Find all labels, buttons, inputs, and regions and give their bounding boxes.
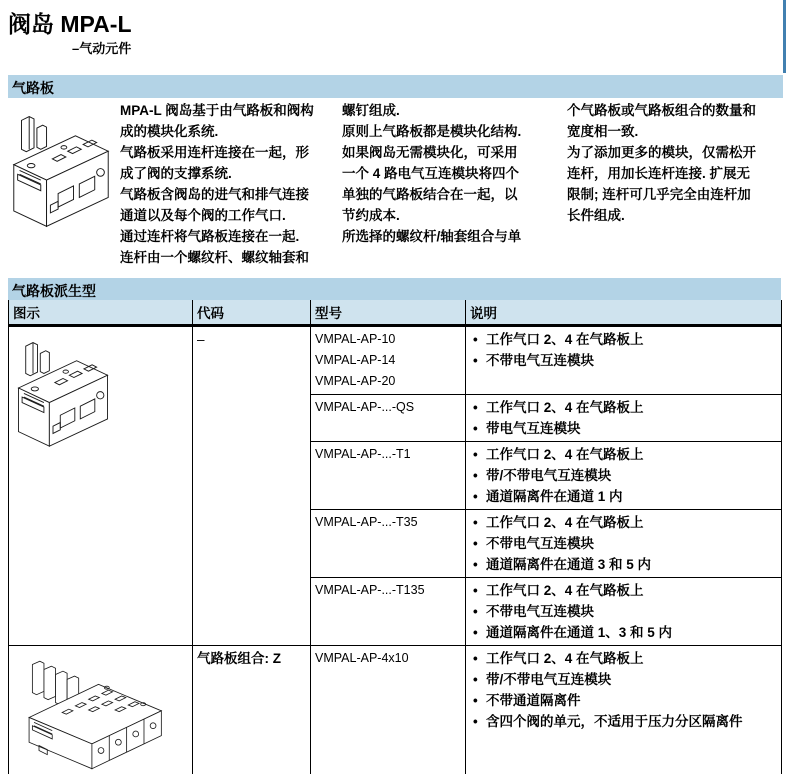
page-subtitle: –气动元件 (72, 41, 132, 56)
table-header-row (9, 300, 782, 326)
description-bullet: • 带/不带电气互连模块 (470, 669, 777, 690)
intro-text-line: 通过连杆将气路板连接在一起. (120, 229, 300, 244)
section-header-manifold: 气路板 (8, 75, 783, 98)
model-cell (311, 646, 466, 774)
model-number: VMPAL-AP-10 (315, 332, 396, 346)
intro-text-line: 气路板采用连杆连接在一起，形 (120, 145, 309, 160)
model-number: VMPAL-AP-14 (315, 353, 396, 367)
model-cell (311, 510, 466, 578)
description-bullet: • 工作气口 2、4 在气路板上 (470, 444, 777, 465)
description-bullet: • 不带电气互连模块 (470, 533, 777, 554)
description-bullet: • 通道隔离件在通道 3 和 5 内 (470, 554, 777, 575)
intro-column-1 (120, 100, 342, 268)
model-cell (311, 442, 466, 510)
manifold-isometric-drawing (13, 329, 113, 457)
model-number: VMPAL-AP-4x10 (315, 651, 409, 665)
code-cell: 气路板组合: Z (193, 646, 311, 774)
page-title: 阀岛 MPA-L (8, 11, 132, 37)
description-cell (466, 442, 782, 510)
description-bullet: • 带/不带电气互连模块 (470, 465, 777, 486)
description-bullet: • 工作气口 2、4 在气路板上 (470, 648, 777, 669)
intro-text-line: 成了阀的支撑系统. (120, 166, 232, 181)
intro-text-line: 限制; 连杆可几乎完全由连杆加 (567, 187, 751, 202)
intro-column-3 (567, 100, 783, 268)
description-bullet: • 工作气口 2、4 在气路板上 (470, 329, 777, 350)
column-header-code: 代码 (193, 300, 311, 326)
model-number: VMPAL-AP-...-QS (315, 400, 415, 414)
code-cell: – (193, 326, 311, 646)
model-cell (311, 395, 466, 442)
intro-text-line: 连杆由一个螺纹杆、螺纹轴套和 (120, 250, 309, 265)
table-row (9, 326, 782, 395)
intro-text-line: 节约成本. (342, 208, 400, 223)
manifold-assembly-isometric-drawing (13, 648, 189, 772)
intro-text-line: 如果阀岛无需模块化，可采用 (342, 145, 518, 160)
intro-text-line: 为了添加更多的模块，仅需松开 (567, 145, 756, 160)
description-cell (466, 646, 782, 774)
description-cell (466, 326, 782, 395)
description-cell (466, 578, 782, 646)
description-bullet: • 工作气口 2、4 在气路板上 (470, 580, 777, 601)
column-header-description: 说明 (466, 300, 782, 326)
intro-text-line: 长件组成. (567, 208, 625, 223)
intro-text-line: 连杆，用加长连杆连接. 扩展无 (567, 166, 751, 181)
column-header-type: 型号 (311, 300, 466, 326)
intro-text-line: 个气路板或气路板组合的数量和 (567, 103, 756, 118)
intro-column-2 (342, 100, 567, 268)
intro-text-line: MPA-L 阀岛基于由气路板和阀构 (120, 103, 314, 118)
model-number: VMPAL-AP-...-T1 (315, 447, 411, 461)
model-cell (311, 326, 466, 395)
description-bullet: • 不带通道隔离件 (470, 690, 777, 711)
page-accent-line (783, 0, 786, 73)
intro-section (8, 100, 783, 268)
intro-text-line: 原则上气路板都是模块化结构. (342, 124, 522, 139)
description-bullet: • 通道隔离件在通道 1、3 和 5 内 (470, 622, 777, 643)
description-cell (466, 510, 782, 578)
intro-text-line: 螺钉组成. (342, 103, 400, 118)
manifold-isometric-drawing (8, 104, 114, 236)
intro-text-line: 所选择的螺纹杆/轴套组合与单 (342, 229, 522, 244)
description-bullet: • 含四个阀的单元，不适用于压力分区隔离件 (470, 711, 777, 732)
description-cell (466, 395, 782, 442)
model-number: VMPAL-AP-...-T135 (315, 583, 425, 597)
intro-text-line: 成的模块化系统. (120, 124, 219, 139)
model-cell (311, 578, 466, 646)
description-bullet: • 不带电气互连模块 (470, 350, 777, 371)
intro-text-line: 一个 4 路电气互连模块将四个 (342, 166, 520, 181)
manifold-drawing-small (8, 100, 120, 268)
intro-text-line: 单独的气路板结合在一起，以 (342, 187, 518, 202)
model-number: VMPAL-AP-20 (315, 374, 396, 388)
table-row (9, 646, 782, 774)
intro-text-line: 通道以及每个阀的工作气口. (120, 208, 286, 223)
table-section-header: 气路板派生型 (8, 278, 781, 301)
description-bullet: • 带电气互连模块 (470, 418, 777, 439)
derivatives-table (8, 300, 782, 774)
description-bullet: • 工作气口 2、4 在气路板上 (470, 397, 777, 418)
description-bullet: • 工作气口 2、4 在气路板上 (470, 512, 777, 533)
description-bullet: • 不带电气互连模块 (470, 601, 777, 622)
model-number: VMPAL-AP-...-T35 (315, 515, 418, 529)
illustration-cell (9, 326, 193, 646)
illustration-cell (9, 646, 193, 774)
intro-text-line: 气路板含阀岛的进气和排气连接 (120, 187, 309, 202)
description-bullet: • 通道隔离件在通道 1 内 (470, 486, 777, 507)
column-header-illustration: 图示 (9, 300, 193, 326)
intro-text-line: 宽度相一致. (567, 124, 639, 139)
